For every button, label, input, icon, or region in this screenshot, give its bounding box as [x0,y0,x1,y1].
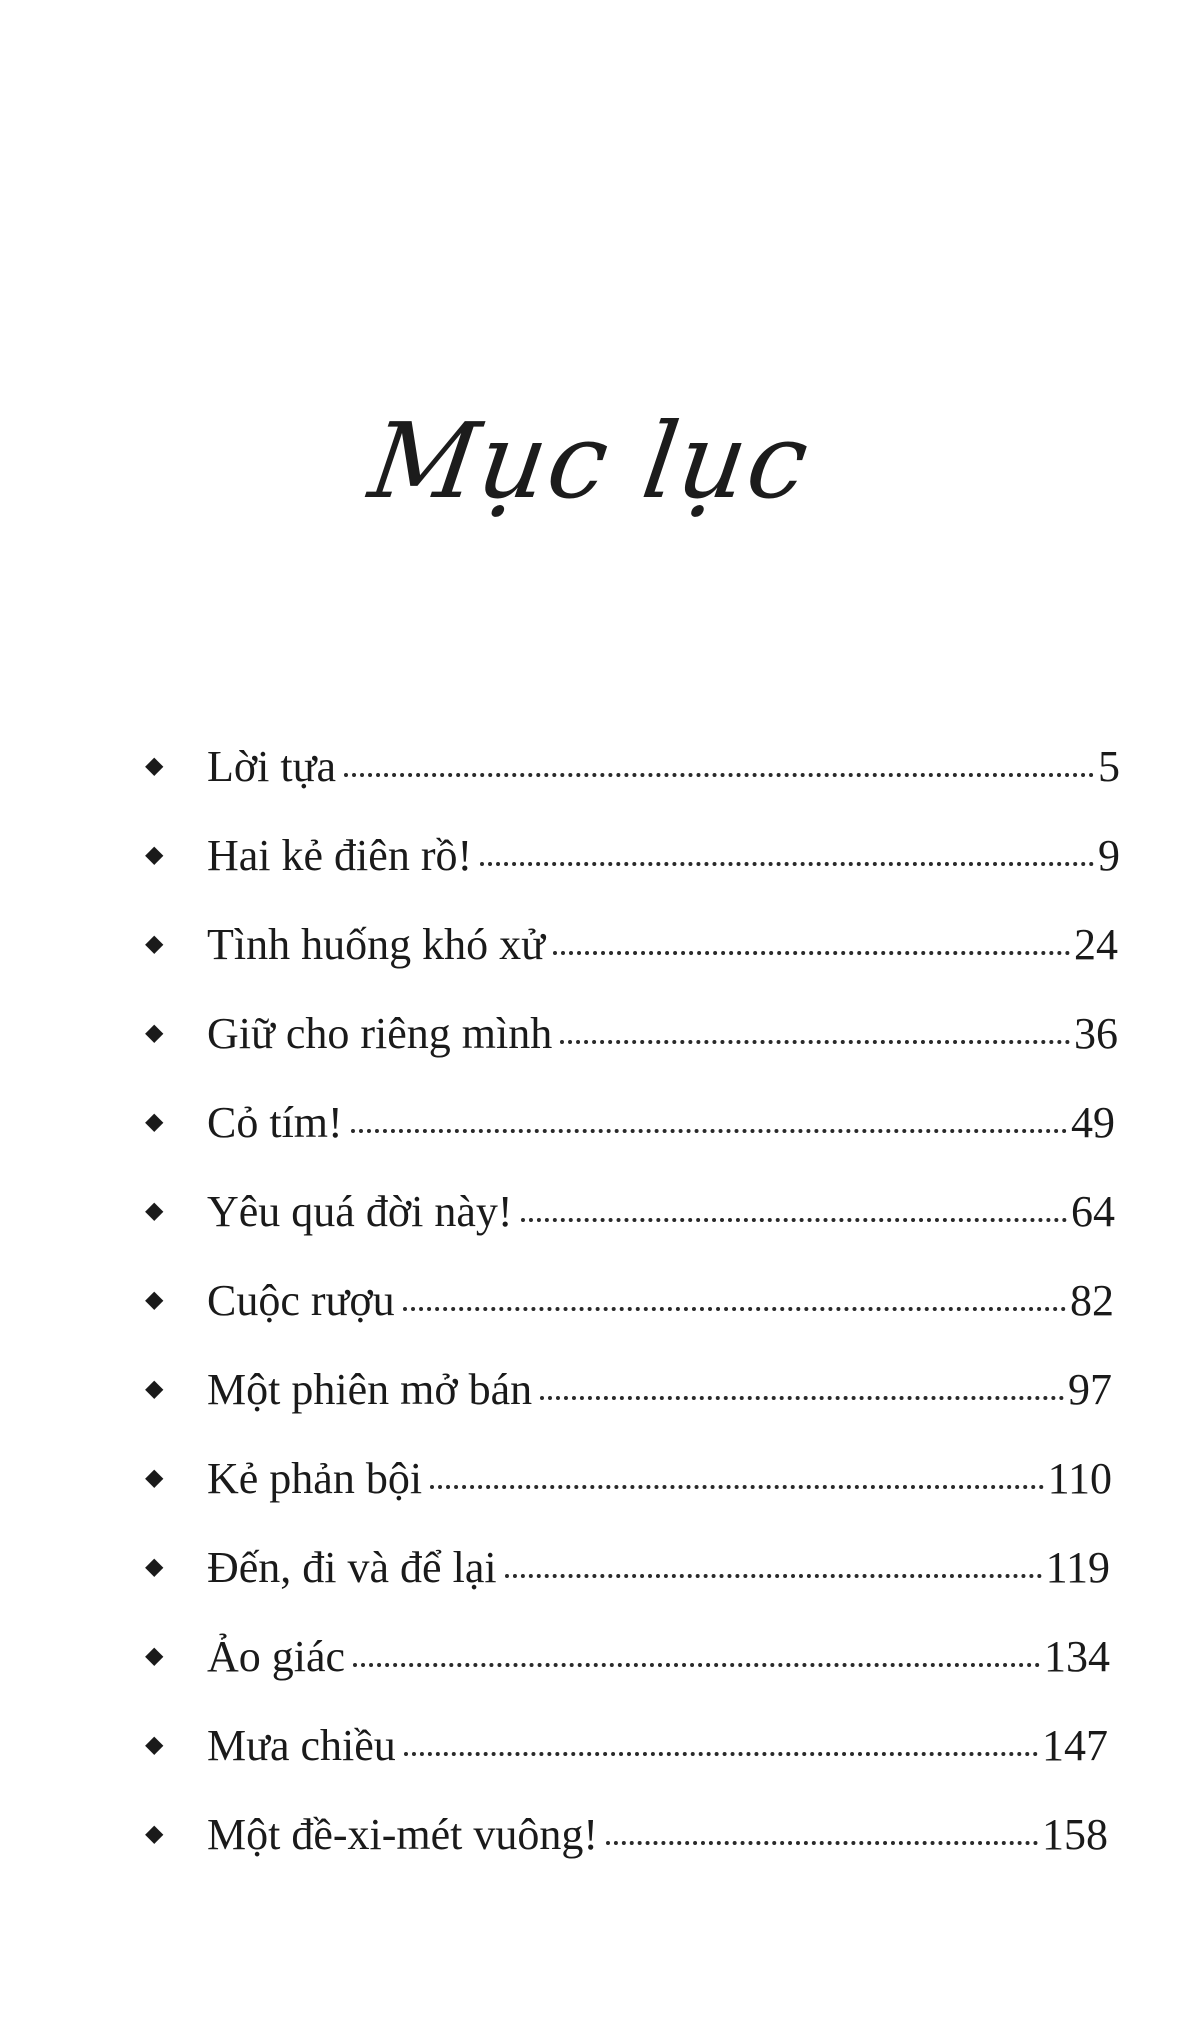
toc-entry-title: Mưa chiều [207,1721,396,1770]
toc-entry [145,1434,1120,1523]
toc-entry-title: Cuộc rượu [207,1276,395,1325]
toc-entry-title: Hai kẻ điên rồ! [207,831,473,880]
toc-entry-page: 64 [1071,1187,1115,1236]
table-of-contents [145,722,1120,1879]
toc-entry [145,1790,1120,1879]
toc-entry [145,722,1120,811]
dot-leader [521,1218,1067,1222]
dot-leader [505,1574,1042,1578]
toc-entry-title: Một đề-xi-mét vuông! [207,1810,599,1859]
toc-entry-title: Ảo giác [207,1632,346,1681]
diamond-bullet-icon: ◆ [145,1643,164,1669]
dot-leader [606,1841,1038,1845]
dot-leader [430,1485,1044,1489]
toc-entry-page: 110 [1047,1454,1112,1503]
diamond-bullet-icon: ◆ [145,1732,164,1758]
dot-leader [540,1396,1064,1400]
toc-entry [145,811,1120,900]
diamond-bullet-icon: ◆ [145,753,164,779]
toc-entry-page: 119 [1045,1543,1110,1592]
diamond-bullet-icon: ◆ [145,1287,164,1313]
toc-entry [145,1701,1120,1790]
toc-entry-title: Yêu quá đời này! [207,1187,513,1236]
diamond-bullet-icon: ◆ [145,1465,164,1491]
diamond-bullet-icon: ◆ [145,1554,164,1580]
dot-leader [403,1307,1066,1311]
toc-entry-title: Giữ cho riêng mình [207,1009,553,1058]
toc-entry [145,1523,1120,1612]
diamond-bullet-icon: ◆ [145,1376,164,1402]
toc-entry-title: Tình huống khó xử [207,920,545,969]
toc-entry-page: 158 [1042,1810,1108,1859]
toc-entry-title: Cỏ tím! [207,1098,343,1147]
toc-entry-page: 97 [1068,1365,1112,1414]
diamond-bullet-icon: ◆ [145,1821,164,1847]
toc-entry [145,989,1120,1078]
toc-entry-page: 147 [1042,1721,1108,1770]
toc-entry [145,1345,1120,1434]
dot-leader [351,1129,1067,1133]
diamond-bullet-icon: ◆ [145,1109,164,1135]
dot-leader [560,1040,1070,1044]
toc-entry-page: 24 [1074,920,1118,969]
dot-leader [344,773,1094,777]
toc-entry [145,1256,1120,1345]
diamond-bullet-icon: ◆ [145,842,164,868]
toc-entry-page: 82 [1070,1276,1114,1325]
diamond-bullet-icon: ◆ [145,931,164,957]
toc-entry [145,1078,1120,1167]
dot-leader [353,1663,1040,1667]
diamond-bullet-icon: ◆ [145,1020,164,1046]
toc-entry-title: Một phiên mở bán [207,1365,533,1414]
toc-entry-page: 5 [1098,742,1120,791]
toc-entry-page: 49 [1071,1098,1115,1147]
toc-entry [145,1167,1120,1256]
page-title: Mục lục [362,399,818,522]
toc-entry [145,900,1120,989]
toc-entry-title: Kẻ phản bội [207,1454,423,1503]
toc-entry [145,1612,1120,1701]
toc-entry-page: 36 [1074,1009,1118,1058]
toc-entry-title: Đến, đi và để lại [207,1543,497,1592]
dot-leader [480,862,1094,866]
dot-leader [553,951,1070,955]
dot-leader [404,1752,1038,1756]
diamond-bullet-icon: ◆ [145,1198,164,1224]
toc-entry-page: 9 [1098,831,1120,880]
toc-entry-page: 134 [1044,1632,1110,1681]
toc-entry-title: Lời tựa [207,742,336,791]
